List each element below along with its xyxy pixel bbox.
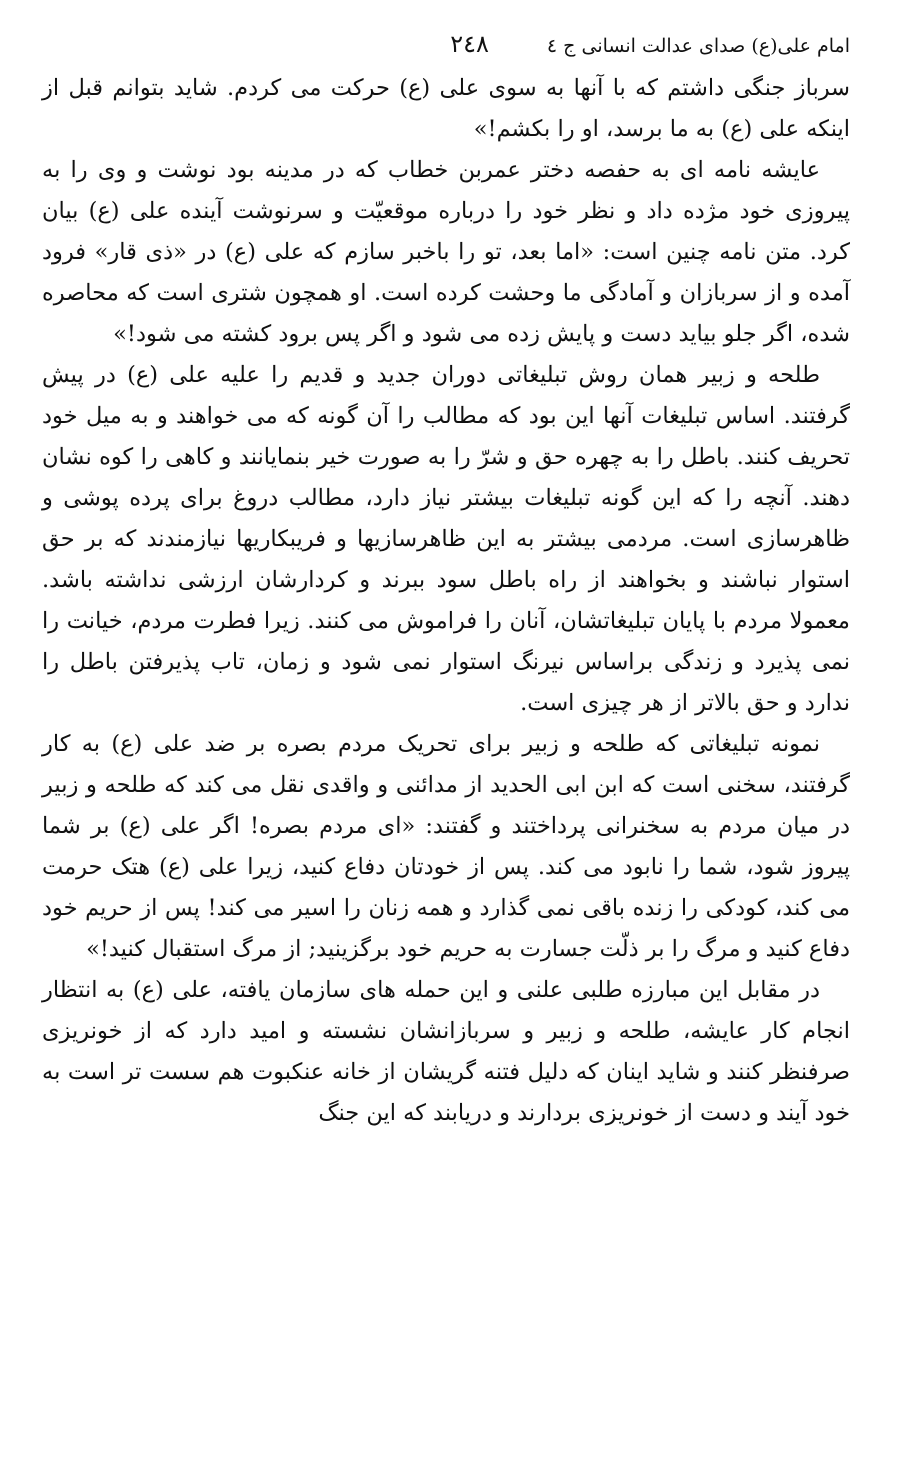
paragraph: سرباز جنگی داشتم که با آنها به سوی علی (ع) حرکت می کردم. شاید بتوانم قبل از اینکه علی (ع) به ما برسد، او را بکشم!» [42, 75, 850, 142]
page-header [42, 30, 850, 64]
page-number: ٢٤٨ [450, 30, 489, 58]
paragraph: طلحه و زبیر همان روش تبلیغاتی دوران جدید و قدیم را علیه علی (ع) در پیش گرفتند. اساس تبلیغات آنها این بود که مطالب را آن گونه که می خواهند و به میل خود تحریف کنند. باطل را به چهره حق و شرّ را به صورت خیر بنمایانند و کاهی را کوه نشان دهند. آنچه را که این گونه تبلیغات بیشتر نیاز دارد، مطالب دروغ برای پرده پوشی و ظاهرسازی است. مردمی بیشتر به این ظاهرسازیها و فریبکاریها نیازمندند که بر حق استوار نباشند و بخواهند از راه باطل سود ببرند و کردارشان ارزشی نداشته باشد. معمولا مردم با پایان تبلیغاتشان، آنان را فراموش می کنند. زیرا فطرت مردم، خیانت را نمی پذیرد و زندگی براساس نیرنگ استوار نمی شود و زمان، تاب پذیرفتن باطل را ندارد و حق بالاتر از هر چیزی است. [42, 362, 850, 716]
paragraph: در مقابل این مبارزه طلبی علنی و این حمله های سازمان یافته، علی (ع) به انتظار انجام کار عایشه، طلحه و زبیر و سربازانشان نشسته و امید دارد که از خونریزی صرفنظر کنند و شاید اینان که دلیل فتنه گریشان از خانه عنکبوت هم سست تر است به خود آیند و دست از خونریزی بردارند و دریابند که این جنگ [42, 977, 850, 1126]
paragraph: نمونه تبلیغاتی که طلحه و زبیر برای تحریک مردم بصره بر ضد علی (ع) به کار گرفتند، سخنی است که ابن ابی الحدید از مدائنی و واقدی نقل می کند که طلحه و زبیر در میان مردم به سخنرانی پرداختند و گفتند: «ای مردم بصره! اگر علی (ع) بر شما پیروز شود، شما را نابود می کند. پس از خودتان دفاع کنید، زیرا علی (ع) هتک حرمت می کند، کودکی را زنده باقی نمی گذارد و همه زنان را اسیر می کند! پس از حریم خود دفاع کنید و مرگ را بر ذلّت جسارت به حریم خود برگزینید; از مرگ استقبال کنید!» [42, 731, 851, 962]
running-title: امام علی(ع) صدای عدالت انسانی ج ٤ [546, 35, 850, 57]
book-page [42, 30, 850, 1134]
paragraph: عایشه نامه ای به حفصه دختر عمربن خطاب که در مدینه بود نوشت و وی را به پیروزی خود مژده داد و نظر خود را درباره موقعیّت و سرنوشت آینده علی (ع) بیان کرد. متن نامه چنین است: «اما بعد، تو را باخبر سازم که علی (ع) در «ذی قار» فرود آمده و از سربازان و آمادگی ما وحشت کرده است. او همچون شتری است که محاصره شده، اگر جلو بیاید دست و پایش زده می شود و اگر پس برود کشته می شود!» [42, 157, 850, 347]
body-text [42, 68, 850, 1134]
